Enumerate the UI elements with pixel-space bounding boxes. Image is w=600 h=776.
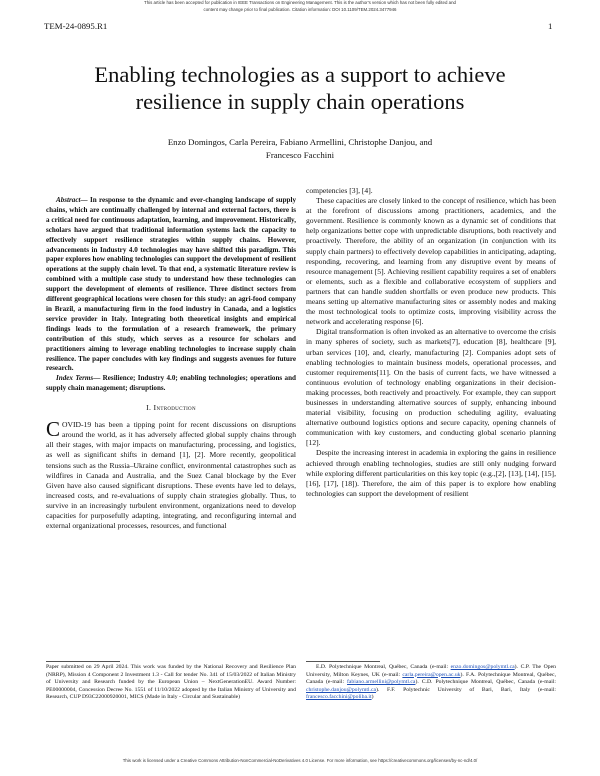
email-link[interactable]: christophe.danjou@polymtl.ca [306,686,376,693]
section-title: Introduction [153,403,196,413]
banner-line-2: content may change prior to final publication. Citation information: DOI 10.1109/TEM.2024.3477946 [203,6,397,12]
footnote-rule-right [306,661,380,662]
authors-line-1: Enzo Domingos, Carla Pereira, Fabiano Armellini, Christophe Danjou, and [167,137,433,147]
index-terms-label: Index Terms [56,374,94,383]
title-line-1: Enabling technologies as a support to achieve [94,62,506,87]
publication-banner [0,0,600,13]
right-continuation: competencies [3], [4]. [306,186,373,195]
right-column [306,186,556,499]
paragraph-resilience: These capacities are closely linked to the concept of resilience, which has been at the forefront of discussions among practitioners, academics, and the government. Resilience is commonly known as a dynamic set of conditions that help organizations better cope with unpredictable disruptions, both reactively and proactively. Therefore, the ability of an organization (in conjunction with its supply chain partners) to effectively develop capabilities in anticipating, adapting, responding, recovering, and learning from any disruptive event by means of resource management [5]. Achieving resilient capability requires a set of enablers or elements, such as a flexible and collaborative ecosystem of suppliers and partners that can handle sudden shortfalls or even produce new products. This means setting up alternative manufacturing sites or assembly nodes and making the most technological tools to optimize costs, improving visibility across the network and accelerating response [6]. [306,196,556,327]
paragraph-digital-transformation: Digital transformation is often invoked as an alternative to overcome the crisis in many spheres of society, such as markets[7], education [8], healthcare [9], urban services [10], and, clearly, manufacturing [2]. Companies adopt sets of enabling technologies to maintain business models, operational processes, and customer requirements[11]. On the basis of current facts, we have witnessed a continuous evolution of technology enabling organizations in their decision-making processes, both reactively and proactively. For example, they can support businesses in understanding alternative sources of supply, enhancing inbound material visibility, focusing on production scheduling agility, evaluating alternative outbound logistics options and secure capacity, opening channels of communication with key customers, and conducting global scenario planning [12]. [306,327,556,448]
index-terms: Index Terms— Resilience; Industry 4.0; enabling technologies; operations and supply chain management; disruptions. [46,374,296,393]
affiliation-text: E.D. Polytechnique Montreal, Québec, Canada (e-mail: [316,664,451,670]
paper-title [40,61,560,115]
email-link[interactable]: enzo.domingos@polymtl.ca [450,664,515,670]
title-line-2: resilience in supply chain operations [135,89,465,114]
abstract: Abstract— In response to the dynamic and ever-changing landscape of supply chains, which are continually challenged by internal and external factors, there is a critical need for continuous adaptation, learning, and improvement. Historically, scholars have argued that traditional information systems lack the capacity to effectively support resilience strategies within supply chains. However, advancements in Industry 4.0 technologies may have shifted this paradigm. This paper explores how enabling technologies can support the development of resilient operations at the supply chain level. To that end, a systematic literature review is combined with a multiple case study to understand how these technologies can support the development of elements of resilience. Three distinct sectors from different geographical locations were chosen for this study: an agri-food company in Brazil, a manufacturing firm in the food industry in Canada, and a logistics service provider in Italy. Integrating both theoretical insights and empirical findings leads to the formulation of a research framework, the primary contribution of this study, which serves as a resource for scholars and practitioners aiming to leverage enabling technologies to increase supply chain resilience. The paper concludes with key findings and suggests avenues for future research. [46,196,296,373]
author-list [100,136,500,161]
banner-line-1: This article has been accepted for publication in IEEE Transactions on Engineering Management. This is the author's version which has not been fully edited and [144,0,456,5]
affiliation-text: ) [371,694,374,701]
affiliation-text: ). F.F. Polytechnic University of Bari, Bari, Italy (e-mail: [376,686,556,693]
abstract-text: In response to the dynamic and ever-changing landscape of supply chains, which are continually challenged by internal and external factors, there is a critical need for continuous adaptation, learning, and improvement. Historically, scholars have argued that traditional information systems lack the capacity to effectively support resilience strategies within supply chains. However, advancements in Industry 4.0 technologies may have shifted this paradigm. This paper explores how enabling technologies can support the development of resilient operations at the supply chain level. To that end, a systematic literature review is combined with a multiple case study to understand how these technologies can support the development of elements of resilience. Three distinct sectors from different geographical locations were chosen for this study: an agri-food company in Brazil, a manufacturing firm in the food industry in Canada, and a logistics service provider in Italy. Integrating both theoretical insights and empirical findings leads to the formulation of a research framework, the primary contribution of this study, which serves as a resource for scholars and practitioners aiming to leverage enabling technologies to increase supply chain resilience. The paper concludes with key findings and suggests avenues for future research. [46,196,296,373]
affiliation-text: ). C.P. The Open University, Milton Keynes, UK (e-mail: [306,664,556,678]
email-link[interactable]: francesco.facchini@poliba.it [306,694,372,701]
footnote-rule-left [46,661,120,662]
funding-footnote: Paper submitted on 29 April 2024. This work was funded by the National Recovery and Resilience Plan (NRRP), Mission 4 Component 2 Investment 1.3 - Call for tender No. 341 of 15/03/2022 of Italian Ministry of University and Research funded by the European Union – NextGenerationEU. Award Number: PE00000004, Concession Decree No. 1551 of 11/10/2022 adopted by the Italian Ministry of University and Research, CUP D93C22000920001, MICS (Made in Italy - Circular and Sustainable) [46,664,296,701]
license-banner: This work is licensed under a Creative Commons Attribution-NonCommercial-NoDerivatives 4.0 License. For more information, see https://creativecommons.org/licenses/by-nc-nd/4.0/ [122,758,478,763]
intro-text: OVID-19 has been a tipping point for recent discussions on disruptions around the world, as it has adversely affected global supply chains through all their stages, with major impacts on manufacturing, processing, and logistics, as well as significant shifts in demand [1], [2]. More recently, geopolitical tensions such as the Russia–Ukraine conflict, environmental catastrophes such as wildfires in Canada and Australia, and the Suez Canal blockage by the Ever Given have also caused significant disruptions. These events have led to delays, increased costs, and re-evaluations of supply chain strategies globally. Thus, to survive in an increasingly turbulent environment, organizations need to develop capacities for purposefully adapting, integrating, and reconfiguring internal and external organizational processes, resources, and functional [46,420,296,531]
intro-paragraph [46,417,296,531]
email-link[interactable]: carla.pereira@open.ac.uk [402,671,461,678]
drop-cap: C [46,417,61,442]
index-terms-text: Resilience; Industry 4.0; enabling technologies; operations and supply chain management; disruptions. [46,374,296,393]
email-link[interactable]: fabiano.armellini@polymtl.ca [347,679,416,686]
page-number: 1 [548,21,553,31]
section-number: I. [146,403,152,413]
abstract-label: Abstract [56,196,81,204]
authors-line-2: Francesco Facchini [265,149,335,160]
affiliation-text: ). C.D. Polytechnique Montreal, Québec, Canada (e-mail: [415,679,556,686]
affiliation-footnote [306,664,556,702]
paragraph-research-gap: Despite the increasing interest in academia in exploring the gains in resilience achieved through enabling technologies, studies are still only nudging forward while exploring different particularities on this key topic (e.g.,[2], [13], [14], [15], [16], [17], [18]). Therefore, the aim of this paper is to explore how enabling technologies can support the development of resilient [306,448,556,498]
section-heading [46,403,296,413]
manuscript-id: TEM-24-0895.R1 [44,21,108,31]
affiliation-text: ). F.A. Polytechnique Montreal, Québec, Canada (e-mail: [306,671,556,686]
left-column [46,196,296,531]
